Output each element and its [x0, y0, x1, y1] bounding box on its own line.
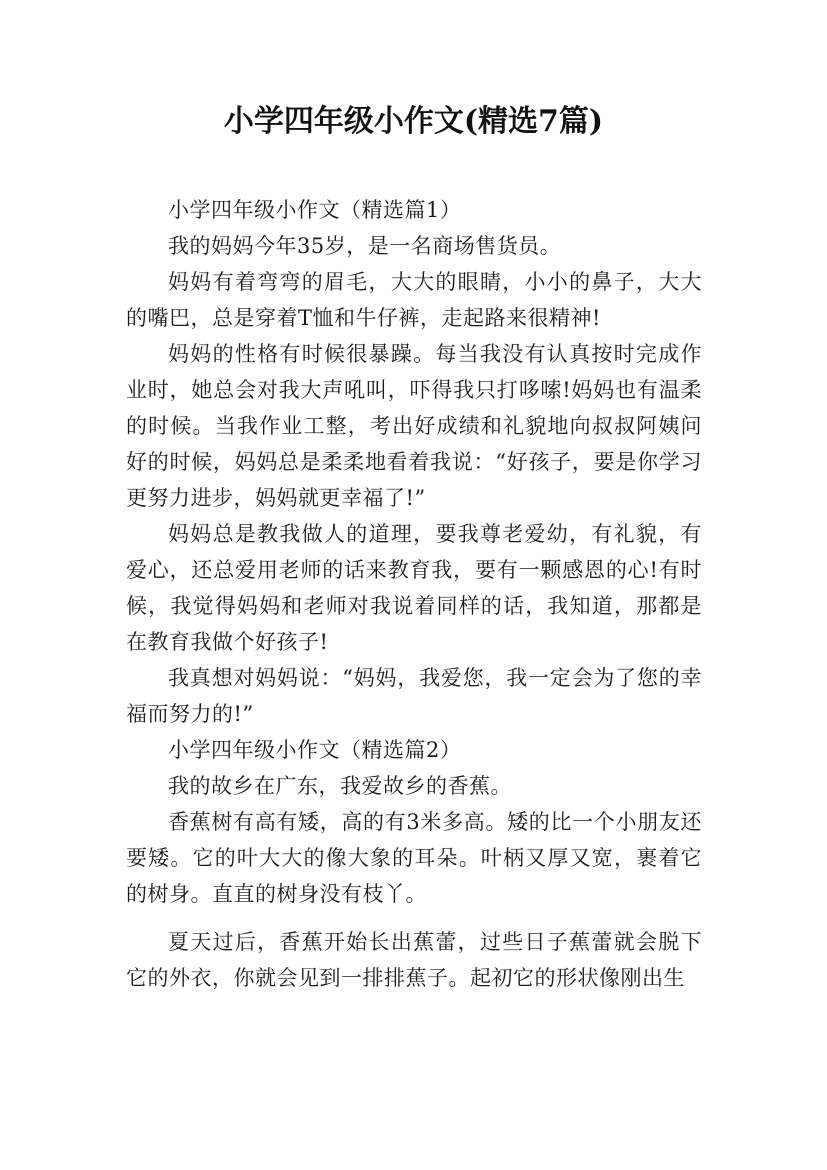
paragraph: 我的故乡在广东，我爱故乡的香蕉。	[168, 774, 512, 798]
document-body	[126, 192, 702, 996]
paragraph: 妈妈有着弯弯的眉毛，大大的眼睛，小小的鼻子，大大的嘴巴，总是穿着T恤和牛仔裤，走起路来很精神!	[126, 270, 702, 330]
paragraph: 妈妈的性格有时候很暴躁。每当我没有认真按时完成作业时，她总会对我大声吼叫，吓得我只打哆嗦!妈妈也有温柔的时候。当我作业工整，考出好成绩和礼貌地向叔叔阿姨问好的时候，妈妈总是柔柔地看着我说：“好孩子，要是你学习更努力进步，妈妈就更幸福了!”	[126, 342, 702, 510]
section-heading-1: 小学四年级小作文（精选篇1）	[168, 198, 462, 222]
paragraph: 夏天过后，香蕉开始长出蕉蕾，过些日子蕉蕾就会脱下它的外衣，你就会见到一排排蕉子。起初它的形状像刚出生	[126, 930, 702, 990]
paragraph: 我的妈妈今年35岁，是一名商场售货员。	[168, 234, 562, 258]
paragraph: 我真想对妈妈说：“妈妈，我爱您，我一定会为了您的幸福而努力的!”	[126, 666, 702, 726]
paragraph: 香蕉树有高有矮，高的有3米多高。矮的比一个小朋友还要矮。它的叶大大的像大象的耳朵。叶柄又厚又宽，裹着它的树身。直直的树身没有枝丫。	[126, 810, 702, 906]
document-title: 小学四年级小作文(精选7篇)	[223, 104, 604, 139]
paragraph: 妈妈总是教我做人的道理，要我尊老爱幼，有礼貌，有爱心，还总爱用老师的话来教育我，要有一颗感恩的心!有时候，我觉得妈妈和老师对我说着同样的话，我知道，那都是在教育我做个好孩子!	[126, 522, 702, 654]
section-heading-2: 小学四年级小作文（精选篇2）	[168, 738, 462, 762]
